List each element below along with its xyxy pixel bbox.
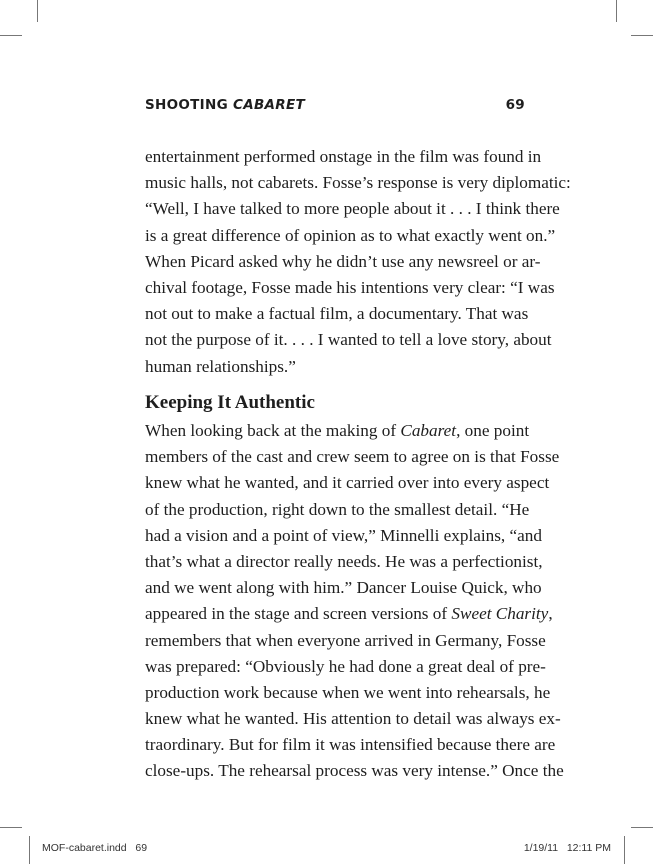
text-line bbox=[145, 497, 530, 523]
running-head bbox=[145, 97, 525, 117]
text-segment: knew what he wanted, and it carried over into every aspect bbox=[145, 473, 550, 493]
crop-mark bbox=[631, 827, 653, 828]
italic-title: Sweet Charity bbox=[451, 604, 549, 624]
slug-timestamp: 1/19/11 12:11 PM bbox=[523, 842, 611, 854]
text-line bbox=[145, 327, 552, 353]
text-segment: When Picard asked why he didn’t use any newsreel or ar- bbox=[145, 251, 541, 271]
text-segment: , bbox=[548, 604, 553, 624]
text-line bbox=[145, 470, 550, 496]
text-segment: members of the cast and crew seem to agree on is that Fosse bbox=[145, 447, 560, 467]
text-line bbox=[145, 249, 541, 275]
page-number: 69 bbox=[505, 97, 525, 113]
text-line bbox=[145, 275, 555, 301]
text-segment: When looking back at the making of bbox=[145, 421, 401, 440]
crop-mark bbox=[624, 836, 625, 864]
crop-mark bbox=[616, 0, 617, 22]
text-line bbox=[145, 680, 551, 706]
text-segment: close-ups. The rehearsal process was very intense.” Once the bbox=[145, 761, 564, 781]
text-line bbox=[145, 549, 543, 575]
text-segment: of the production, right down to the smallest detail. “He bbox=[145, 499, 530, 519]
text-segment: traordinary. But for film it was intensified because there are bbox=[145, 735, 556, 755]
crop-mark bbox=[37, 0, 38, 22]
crop-mark bbox=[0, 827, 22, 828]
text-segment: human relationships.” bbox=[145, 356, 296, 376]
text-line bbox=[145, 654, 546, 680]
text-line bbox=[145, 354, 525, 380]
text-segment: is a great difference of opinion as to what exactly went on.” bbox=[145, 225, 556, 245]
text-segment: music halls, not cabarets. Fosse’s response is very diplomatic: bbox=[145, 173, 571, 193]
text-line bbox=[145, 758, 564, 784]
text-segment: not out to make a factual film, a documentary. That was bbox=[145, 304, 529, 324]
text-segment: appeared in the stage and screen versions of bbox=[145, 604, 452, 624]
text-segment: entertainment performed onstage in the film was found in bbox=[145, 147, 542, 166]
text-line bbox=[145, 301, 529, 327]
text-line bbox=[145, 628, 546, 654]
crop-mark bbox=[0, 35, 22, 36]
text-line bbox=[145, 144, 542, 170]
text-segment: remembers that when everyone arrived in Germany, Fosse bbox=[145, 630, 546, 650]
crop-mark bbox=[631, 35, 653, 36]
text-segment: had a vision and a point of view,” Minnelli explains, “and bbox=[145, 525, 542, 545]
text-line bbox=[145, 575, 542, 601]
paragraph-2 bbox=[145, 418, 564, 785]
text-segment: not the purpose of it. . . . I wanted to tell a love story, about bbox=[145, 330, 552, 350]
text-line bbox=[145, 523, 542, 549]
text-line bbox=[145, 601, 553, 627]
text-line bbox=[145, 196, 560, 222]
text-segment: “Well, I have talked to more people about it . . . I think there bbox=[145, 199, 560, 219]
crop-mark bbox=[29, 836, 30, 864]
section-heading: Keeping It Authentic bbox=[145, 392, 315, 413]
text-line bbox=[145, 444, 560, 470]
text-segment: was prepared: “Obviously he had done a great deal of pre- bbox=[145, 656, 546, 676]
text-line bbox=[145, 732, 556, 758]
text-segment: and we went along with him.” Dancer Louise Quick, who bbox=[145, 578, 542, 598]
text-line bbox=[145, 170, 571, 196]
text-segment: that’s what a director really needs. He was a perfectionist, bbox=[145, 551, 543, 571]
text-line bbox=[145, 223, 556, 249]
text-line bbox=[145, 706, 561, 732]
text-segment: , one point bbox=[456, 421, 530, 440]
italic-title: Cabaret bbox=[400, 421, 457, 440]
text-segment: chival footage, Fosse made his intentions very clear: “I was bbox=[145, 277, 555, 297]
paragraph-1 bbox=[145, 144, 571, 380]
text-line bbox=[145, 418, 530, 444]
text-segment: knew what he wanted. His attention to detail was always ex- bbox=[145, 709, 561, 729]
slug-file: MOF-cabaret.indd 69 bbox=[42, 842, 148, 854]
text-segment: production work because when we went into rehearsals, he bbox=[145, 682, 551, 702]
running-head-title bbox=[145, 97, 305, 117]
running-head-title-plain: SHOOTING bbox=[145, 97, 233, 113]
running-head-title-italic: CABARET bbox=[233, 97, 306, 113]
